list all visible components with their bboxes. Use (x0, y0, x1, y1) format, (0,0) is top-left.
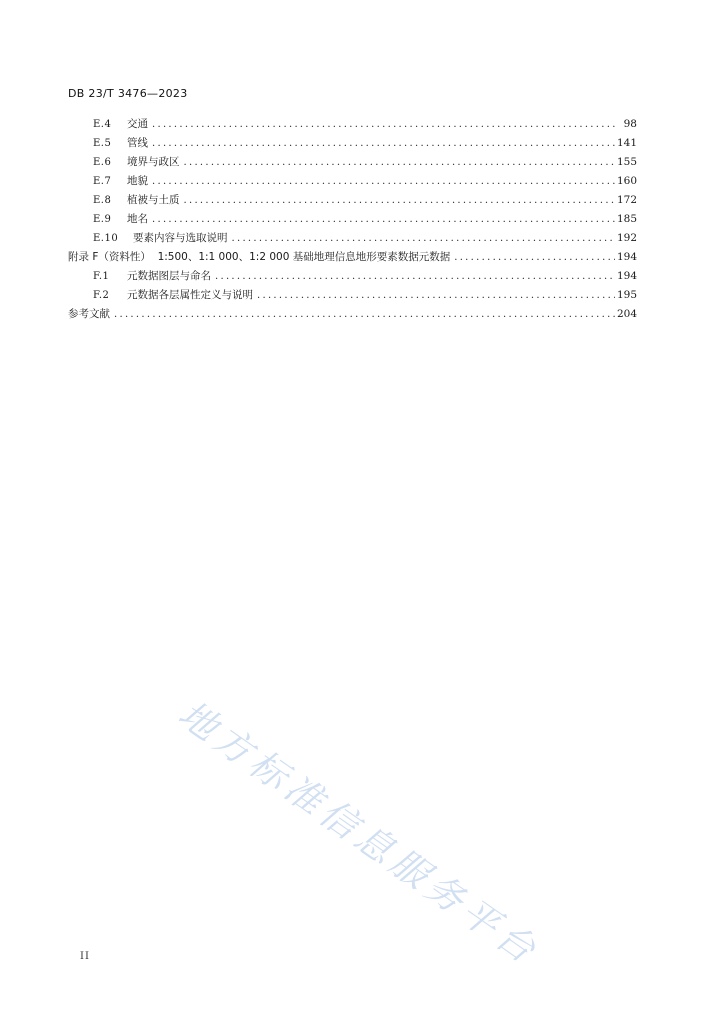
toc-entry-number: F.2 (93, 290, 110, 301)
toc-leader-dots (184, 191, 615, 210)
toc-entry-title: 地名 (127, 213, 148, 225)
toc-leader-dots (232, 229, 615, 248)
toc-entry-title: 参考文献 (68, 308, 110, 320)
toc-entry-number: E.9 (93, 214, 112, 225)
toc-entry-number: E.4 (93, 119, 112, 130)
toc-entry[interactable] (68, 191, 637, 210)
toc-entry-title: 要素内容与选取说明 (133, 232, 228, 244)
toc-entry-page: 160 (616, 175, 637, 187)
toc-entry-title: 1:500、1:1 000、1:2 000 基础地理信息地形要素数据元数据 (150, 251, 451, 263)
toc-entry[interactable] (68, 134, 637, 153)
toc-leader-dots (152, 172, 615, 191)
toc-entry-page: 195 (616, 289, 637, 301)
toc-entry-page: 204 (616, 308, 637, 320)
toc-entry-title: 境界与政区 (127, 156, 180, 168)
document-standard-id: DB 23/T 3476—2023 (68, 87, 188, 100)
toc-entry-page: 192 (616, 232, 637, 244)
toc-entry-references[interactable] (68, 305, 637, 324)
toc-leader-dots (257, 286, 615, 305)
toc-entry-page: 98 (623, 118, 637, 130)
toc-entry[interactable] (68, 286, 637, 305)
toc-entry-number: E.6 (93, 157, 112, 168)
toc-entry-number: E.8 (93, 195, 112, 206)
toc-entry-page: 155 (616, 156, 637, 168)
toc-entry-title: 交通 (127, 118, 148, 130)
toc-leader-dots (454, 248, 615, 267)
toc-entry[interactable] (68, 210, 637, 229)
toc-entry-title: 管线 (127, 137, 148, 149)
page-number: II (80, 951, 90, 962)
toc-entry-title: 地貌 (127, 175, 148, 187)
toc-entry-page: 194 (616, 270, 637, 282)
toc-entry[interactable] (68, 267, 637, 286)
toc-entry-number: 附录 F（资料性） (68, 251, 151, 263)
toc-entry[interactable] (68, 115, 637, 134)
toc-leader-dots (152, 115, 617, 134)
toc-entry-title: 元数据图层与命名 (127, 270, 211, 282)
watermark-text: 地方标准信息服务平台 (170, 692, 548, 975)
toc-leader-dots (152, 210, 615, 229)
toc-entry-page: 185 (616, 213, 637, 225)
toc-leader-dots (184, 153, 615, 172)
toc-entry-number: E.7 (93, 176, 112, 187)
toc-entry-appendix-f[interactable] (68, 248, 637, 267)
toc-entry-number: F.1 (93, 271, 110, 282)
toc-leader-dots (215, 267, 615, 286)
toc-entry-page: 194 (616, 251, 637, 263)
toc-entry[interactable] (68, 172, 637, 191)
toc-leader-dots (152, 134, 615, 153)
toc-entry-title: 元数据各层属性定义与说明 (127, 289, 253, 301)
toc-entry[interactable] (68, 229, 637, 248)
toc-entry-number: E.5 (93, 138, 112, 149)
table-of-contents (68, 115, 637, 324)
toc-entry-page: 172 (616, 194, 637, 206)
toc-leader-dots (114, 305, 615, 324)
toc-entry[interactable] (68, 153, 637, 172)
toc-entry-title: 植被与土质 (127, 194, 180, 206)
toc-entry-page: 141 (616, 137, 637, 149)
toc-entry-number: E.10 (93, 233, 119, 244)
